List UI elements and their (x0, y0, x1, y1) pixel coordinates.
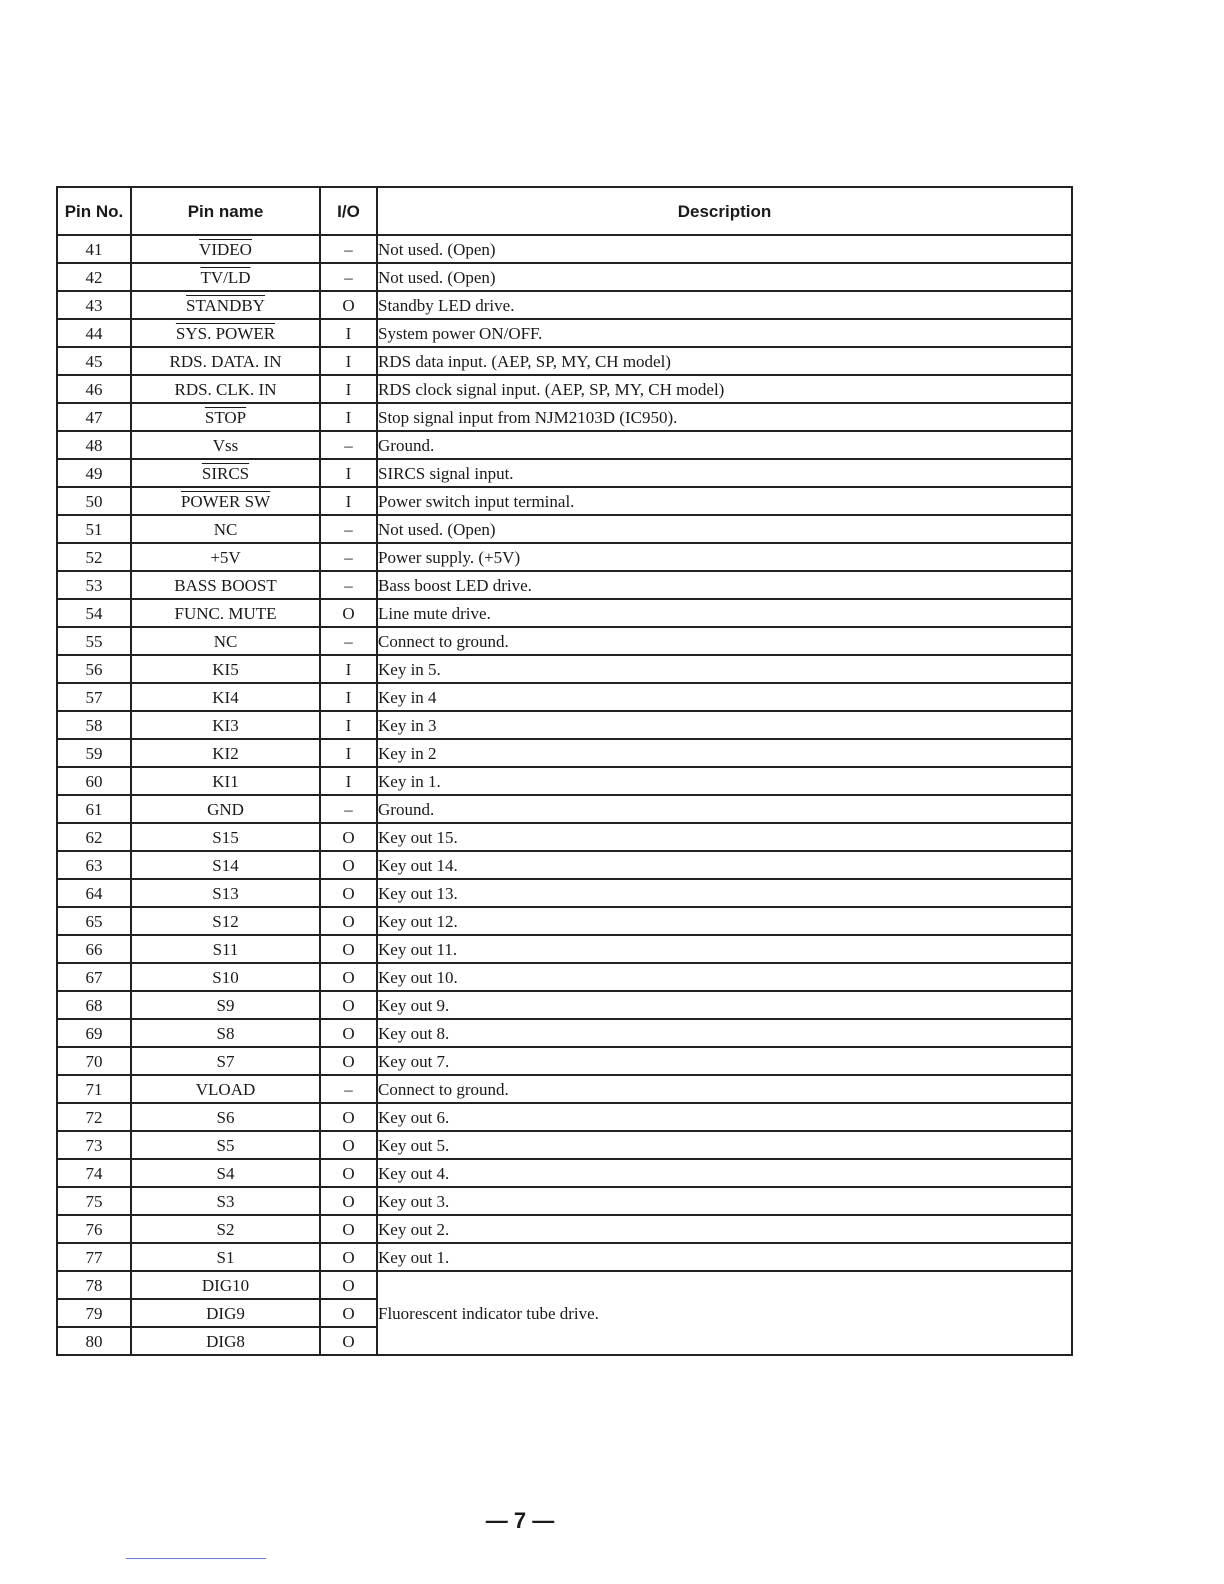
pin-name-cell (131, 879, 320, 907)
pin-number-cell: 62 (57, 823, 131, 851)
pin-io-cell: O (320, 935, 377, 963)
pin-name-cell (131, 655, 320, 683)
pin-name-cell (131, 375, 320, 403)
table-row (57, 375, 1072, 403)
pin-number-cell: 46 (57, 375, 131, 403)
pin-number-cell: 42 (57, 263, 131, 291)
table-row (57, 487, 1072, 515)
pin-description-cell: Key out 6. (377, 1103, 1072, 1131)
pin-name-text: NC (213, 519, 238, 539)
pin-io-cell: O (320, 1299, 377, 1327)
pin-description-cell: Key out 10. (377, 963, 1072, 991)
table-row (57, 571, 1072, 599)
pin-description-cell: Not used. (Open) (377, 263, 1072, 291)
pin-description-cell: Key in 1. (377, 767, 1072, 795)
pin-name-text: S13 (212, 883, 239, 903)
pin-description-cell: Power supply. (+5V) (377, 543, 1072, 571)
header-description: Description (377, 187, 1072, 235)
pin-number-cell: 41 (57, 235, 131, 263)
pin-description-cell: Connect to ground. (377, 627, 1072, 655)
table-row (57, 291, 1072, 319)
pin-number-cell: 47 (57, 403, 131, 431)
pin-io-cell: I (320, 655, 377, 683)
pin-number-cell: 53 (57, 571, 131, 599)
pin-io-cell: I (320, 375, 377, 403)
pin-name-text: DIG10 (201, 1275, 250, 1295)
pin-description-cell: Key out 12. (377, 907, 1072, 935)
pin-description-cell: RDS data input. (AEP, SP, MY, CH model) (377, 347, 1072, 375)
pin-description-cell: Key out 15. (377, 823, 1072, 851)
pin-number-cell: 71 (57, 1075, 131, 1103)
pin-description-cell: Standby LED drive. (377, 291, 1072, 319)
pin-name-text: KI4 (212, 687, 239, 707)
pin-name-text: S14 (212, 855, 239, 875)
pin-name-text: S10 (212, 967, 239, 987)
pin-name-text: S1 (216, 1247, 235, 1267)
pin-name-text: DIG9 (206, 1303, 245, 1323)
table-row (57, 347, 1072, 375)
pin-io-cell: I (320, 487, 377, 515)
pin-io-cell: O (320, 907, 377, 935)
table-row (57, 1159, 1072, 1187)
pin-number-cell: 51 (57, 515, 131, 543)
pin-number-cell: 69 (57, 1019, 131, 1047)
pin-description-cell: Connect to ground. (377, 1075, 1072, 1103)
table-row (57, 991, 1072, 1019)
pin-io-cell: O (320, 1103, 377, 1131)
pin-name-text: KI3 (212, 715, 239, 735)
pin-name-cell (131, 1187, 320, 1215)
pin-name-cell (131, 515, 320, 543)
pin-io-cell: I (320, 319, 377, 347)
pin-name-cell (131, 683, 320, 711)
pin-name-text: KI1 (212, 771, 239, 791)
pin-number-cell: 64 (57, 879, 131, 907)
pin-name-cell (131, 739, 320, 767)
pin-io-cell: O (320, 1243, 377, 1271)
pin-name-cell (131, 935, 320, 963)
pin-number-cell: 76 (57, 1215, 131, 1243)
pin-description-cell: Key out 2. (377, 1215, 1072, 1243)
pin-name-text: TV/LD (200, 267, 251, 287)
pin-description-cell: Key out 7. (377, 1047, 1072, 1075)
pin-description-cell: Key out 1. (377, 1243, 1072, 1271)
table-row (57, 851, 1072, 879)
header-pin-name: Pin name (131, 187, 320, 235)
pin-name-text: S3 (216, 1191, 235, 1211)
pin-description-cell: RDS clock signal input. (AEP, SP, MY, CH model) (377, 375, 1072, 403)
pin-number-cell: 45 (57, 347, 131, 375)
pin-description-cell: Fluorescent indicator tube drive. (377, 1271, 1072, 1355)
pin-io-cell: O (320, 1215, 377, 1243)
page-number: — 7 — (485, 1508, 555, 1533)
pin-name-text: S2 (216, 1219, 235, 1239)
table-row (57, 1243, 1072, 1271)
pin-name-text: S4 (216, 1163, 235, 1183)
table-row (57, 403, 1072, 431)
table-row (57, 879, 1072, 907)
pin-name-cell (131, 1243, 320, 1271)
pin-io-cell: O (320, 291, 377, 319)
pin-number-cell: 80 (57, 1327, 131, 1355)
pin-number-cell: 70 (57, 1047, 131, 1075)
pin-description-cell: Stop signal input from NJM2103D (IC950). (377, 403, 1072, 431)
pin-description-cell: Key out 4. (377, 1159, 1072, 1187)
pin-name-cell (131, 1215, 320, 1243)
pin-name-text: RDS. DATA. IN (169, 351, 282, 371)
table-row (57, 1103, 1072, 1131)
header-io: I/O (320, 187, 377, 235)
table-row (57, 319, 1072, 347)
table-row (57, 711, 1072, 739)
table-row (57, 795, 1072, 823)
pin-io-cell: – (320, 571, 377, 599)
pin-name-text: S8 (216, 1023, 235, 1043)
pin-name-cell (131, 823, 320, 851)
table-row (57, 655, 1072, 683)
pin-number-cell: 73 (57, 1131, 131, 1159)
pin-name-text: DIG8 (206, 1331, 245, 1351)
table-row (57, 1019, 1072, 1047)
pin-name-cell (131, 907, 320, 935)
pin-name-cell (131, 795, 320, 823)
pin-number-cell: 77 (57, 1243, 131, 1271)
pin-name-cell (131, 431, 320, 459)
table-row (57, 935, 1072, 963)
pin-name-cell (131, 1327, 320, 1355)
pin-name-text: +5V (210, 547, 241, 567)
pin-name-cell (131, 627, 320, 655)
pin-name-cell (131, 963, 320, 991)
table-body (57, 235, 1072, 1355)
pin-description-cell: Key out 5. (377, 1131, 1072, 1159)
pin-name-text: S9 (216, 995, 235, 1015)
pin-name-text: STOP (204, 407, 247, 427)
pin-number-cell: 79 (57, 1299, 131, 1327)
pin-io-cell: – (320, 235, 377, 263)
pin-name-cell (131, 571, 320, 599)
pin-io-cell: I (320, 767, 377, 795)
pin-number-cell: 66 (57, 935, 131, 963)
table-row (57, 1187, 1072, 1215)
pin-io-cell: – (320, 431, 377, 459)
table-row (57, 907, 1072, 935)
pin-number-cell: 67 (57, 963, 131, 991)
pin-name-text: SIRCS (201, 463, 250, 483)
pin-name-cell (131, 459, 320, 487)
pin-name-text: KI5 (212, 659, 239, 679)
pin-io-cell: O (320, 599, 377, 627)
pin-io-cell: O (320, 1187, 377, 1215)
pin-description-cell: Bass boost LED drive. (377, 571, 1072, 599)
pin-name-text: VLOAD (195, 1079, 256, 1099)
table-row (57, 263, 1072, 291)
pin-name-text: S15 (212, 827, 239, 847)
pin-io-cell: O (320, 1159, 377, 1187)
pin-number-cell: 63 (57, 851, 131, 879)
pin-description-cell: Key in 5. (377, 655, 1072, 683)
pin-name-text: S12 (212, 911, 239, 931)
pin-name-cell (131, 1047, 320, 1075)
pin-name-text: RDS. CLK. IN (174, 379, 277, 399)
pin-name-cell (131, 235, 320, 263)
pin-description-cell: Key out 8. (377, 1019, 1072, 1047)
pin-io-cell: O (320, 851, 377, 879)
pin-number-cell: 75 (57, 1187, 131, 1215)
pin-io-cell: O (320, 991, 377, 1019)
table-row (57, 627, 1072, 655)
table-row (57, 739, 1072, 767)
pin-io-cell: O (320, 1131, 377, 1159)
table-row (57, 515, 1072, 543)
pin-description-cell: Key in 4 (377, 683, 1072, 711)
pin-description-cell: Ground. (377, 795, 1072, 823)
pin-description-cell: Line mute drive. (377, 599, 1072, 627)
pin-description-cell: Key out 13. (377, 879, 1072, 907)
pin-name-text: Vss (212, 435, 239, 455)
pin-description-cell: Key in 2 (377, 739, 1072, 767)
pin-number-cell: 74 (57, 1159, 131, 1187)
pin-name-text: STANDBY (186, 295, 265, 315)
pin-number-cell: 44 (57, 319, 131, 347)
pin-name-cell (131, 599, 320, 627)
pin-number-cell: 57 (57, 683, 131, 711)
pin-number-cell: 78 (57, 1271, 131, 1299)
pin-name-text: VIDEO (199, 239, 252, 259)
table-row (57, 767, 1072, 795)
pin-io-cell: O (320, 963, 377, 991)
pin-description-cell: Ground. (377, 431, 1072, 459)
pin-description-cell: Power switch input terminal. (377, 487, 1072, 515)
pin-io-cell: I (320, 459, 377, 487)
table-row (57, 683, 1072, 711)
pin-name-text: S5 (216, 1135, 235, 1155)
pin-io-cell: – (320, 795, 377, 823)
pin-name-cell (131, 711, 320, 739)
footer-rule (126, 1558, 266, 1559)
pin-io-cell: O (320, 1047, 377, 1075)
pin-io-cell: – (320, 543, 377, 571)
pin-name-cell (131, 851, 320, 879)
pin-number-cell: 72 (57, 1103, 131, 1131)
table-header-row (57, 187, 1072, 235)
table-row (57, 823, 1072, 851)
pin-name-cell (131, 1159, 320, 1187)
pin-number-cell: 68 (57, 991, 131, 1019)
pin-number-cell: 58 (57, 711, 131, 739)
table-row (57, 235, 1072, 263)
table-row (57, 599, 1072, 627)
table-row (57, 1271, 1072, 1299)
pin-io-cell: – (320, 627, 377, 655)
pin-name-cell (131, 543, 320, 571)
pin-io-cell: – (320, 1075, 377, 1103)
pin-io-cell: I (320, 739, 377, 767)
pin-name-text: GND (207, 799, 244, 819)
pin-description-cell: Key out 3. (377, 1187, 1072, 1215)
pin-name-text: FUNC. MUTE (174, 603, 277, 623)
pin-description-cell: Key in 3 (377, 711, 1072, 739)
pin-name-cell (131, 1299, 320, 1327)
pin-name-cell (131, 1075, 320, 1103)
pin-description-cell: System power ON/OFF. (377, 319, 1072, 347)
pin-description-cell: SIRCS signal input. (377, 459, 1072, 487)
pin-number-cell: 54 (57, 599, 131, 627)
pin-number-cell: 43 (57, 291, 131, 319)
pin-io-cell: I (320, 683, 377, 711)
pin-name-cell (131, 1103, 320, 1131)
pin-name-cell (131, 1271, 320, 1299)
pin-number-cell: 52 (57, 543, 131, 571)
pin-name-text: S6 (216, 1107, 235, 1127)
pin-name-text: KI2 (212, 743, 239, 763)
pin-io-cell: I (320, 347, 377, 375)
pin-number-cell: 55 (57, 627, 131, 655)
pin-io-cell: – (320, 515, 377, 543)
pin-io-cell: O (320, 1019, 377, 1047)
pin-description-cell: Not used. (Open) (377, 515, 1072, 543)
pin-name-cell (131, 1019, 320, 1047)
pin-name-text: S11 (212, 939, 239, 959)
pin-number-cell: 48 (57, 431, 131, 459)
pin-name-cell (131, 263, 320, 291)
pin-io-cell: I (320, 711, 377, 739)
table-row (57, 459, 1072, 487)
table-row (57, 543, 1072, 571)
pin-name-text: SYS. POWER (175, 323, 276, 343)
pin-description-cell: Key out 11. (377, 935, 1072, 963)
pin-description-cell: Key out 9. (377, 991, 1072, 1019)
pin-name-cell (131, 291, 320, 319)
table-row (57, 963, 1072, 991)
pin-name-cell (131, 487, 320, 515)
pin-name-text: S7 (216, 1051, 235, 1071)
pin-name-text: POWER SW (180, 491, 271, 511)
table-row (57, 1047, 1072, 1075)
pin-name-cell (131, 991, 320, 1019)
pin-io-cell: – (320, 263, 377, 291)
table-row (57, 1215, 1072, 1243)
pin-description-cell: Key out 14. (377, 851, 1072, 879)
table-row (57, 1075, 1072, 1103)
pin-number-cell: 50 (57, 487, 131, 515)
pin-description-cell: Not used. (Open) (377, 235, 1072, 263)
table-row (57, 1131, 1072, 1159)
pin-io-cell: O (320, 1327, 377, 1355)
pin-number-cell: 61 (57, 795, 131, 823)
pin-name-cell (131, 347, 320, 375)
pin-io-cell: O (320, 823, 377, 851)
pin-name-cell (131, 319, 320, 347)
pin-description-table (56, 186, 1073, 1356)
table-row (57, 431, 1072, 459)
pin-name-text: NC (213, 631, 238, 651)
pin-number-cell: 59 (57, 739, 131, 767)
pin-number-cell: 60 (57, 767, 131, 795)
pin-name-text: BASS BOOST (174, 575, 277, 595)
pin-io-cell: O (320, 1271, 377, 1299)
pin-number-cell: 49 (57, 459, 131, 487)
pin-number-cell: 56 (57, 655, 131, 683)
pin-name-cell (131, 1131, 320, 1159)
header-pin-no: Pin No. (57, 187, 131, 235)
pin-io-cell: O (320, 879, 377, 907)
pin-io-cell: I (320, 403, 377, 431)
pin-name-cell (131, 767, 320, 795)
pin-number-cell: 65 (57, 907, 131, 935)
pin-name-cell (131, 403, 320, 431)
